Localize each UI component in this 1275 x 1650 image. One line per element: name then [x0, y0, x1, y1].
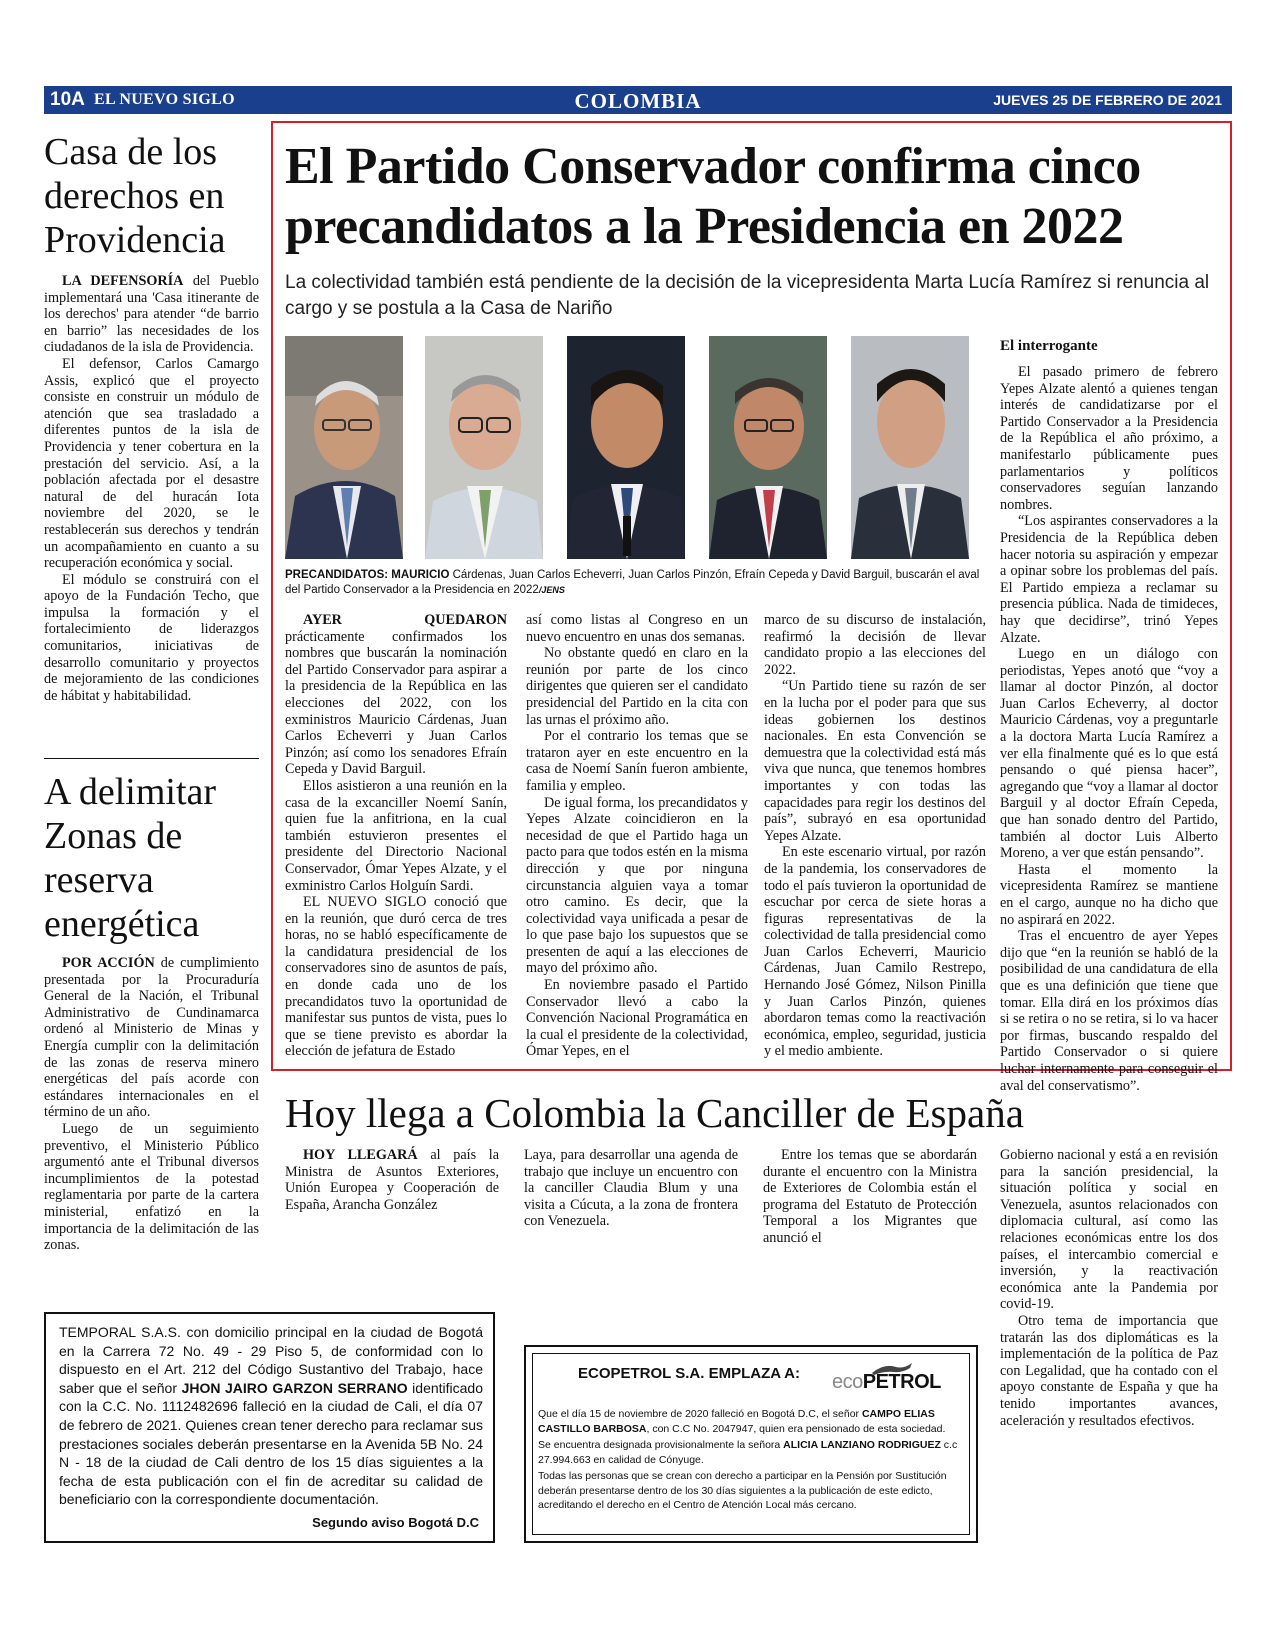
iguana-icon [870, 1359, 914, 1377]
main-col1-p1: prácticamente confirmados los nombres que buscarán la nominación del Partido Conservador para aspirar a la presidencia de la República en las elecciones del 2022, con los exministros Mauricio Cárdenas, Juan Carlos Echeverri y Juan Carlos Pinzón; así como los senadores Efraín Cepeda y David Barguil. [285, 628, 507, 778]
caption-text: Cárdenas, Juan Carlos Echeverri, Juan Carlos Pinzón, Efraín Cepeda y David Barguil, buscarán el aval del Partido Conservador a la Presidencia en 2022 [285, 569, 980, 596]
issue-date: JUEVES 25 DE FEBRERO DE 2021 [993, 92, 1222, 108]
story1-p2: El defensor, Carlos Camargo Assis, explicó que el proyecto consiste en construir un módulo de atención que sea trasladado a diferentes puntos de la isla de Providencia y tener cobertura en la prestación del servicio. Así, a la población afectada por el desastre natural de del huracán Iota noviembre del 2020, se le restablecerán sus derechos y tendrán un acompañamiento en cuanto a su recuperación económica y social. [44, 355, 259, 572]
photo-efrain-cepeda [709, 336, 827, 559]
ecopetrol-text-2: , con C.C No. 2047947, quien era pensionado de esta sociedad. [646, 1422, 946, 1435]
main-col3-p1: marco de su discurso de instalación, reafirmó la decisión de llevar candidato propio a las elecciones del 2022. [764, 612, 986, 678]
left-divider [44, 758, 259, 759]
story1-lead: LA DEFENSORÍA [62, 273, 184, 289]
main-lead: AYER QUEDARON [303, 612, 507, 628]
story1-p3: El módulo se construirá con el apoyo de la Fundación Techo, que impulsa la formación y el fortalecimiento de liderazgos comunitarios, iniciativas de desarrollo comunitario y proyectos de mejoramiento de las condiciones de hábitat y habitabilidad. [44, 571, 259, 704]
main-col2-p4: De igual forma, los precandidatos y Yepes Alzate coincidieron en la necesidad de que el Partido haga un pacto para que todos estén en la misma dirección y que por ninguna circunstancia alguien vaya a tomar otro camino. Es decir, que la colectividad vaya unificada a pesar de lo que pase bajo los supuestos que se presenten de aquí a las elecciones de mayo del próximo año. [526, 794, 748, 977]
main-col4-p4: Hasta el momento la vicepresidenta Ramírez se mantiene en el cargo, aunque no ha dicho que no aspirará en 2022. [1000, 861, 1218, 928]
ecopetrol-text-5: Todas las personas que se crean con derecho a participar en la Pensión por Sustitución deberán presentarse dentro de los 30 días siguientes a la publicación de este edicto, acreditando el derecho en el Centro de Atención Local más cercano. [538, 1470, 947, 1511]
legal-notice-temporal [44, 1312, 495, 1543]
main-col1-p2: Ellos asistieron a una reunión en la casa de la excanciller Noemí Sanín, quien fue la anfitriona, en la cual también estuvieron presentes el presidente del Directorio Nacional Conservador, Ómar Yepes Alzate, y el exministro Carlos Holguín Sardi. [285, 777, 507, 894]
second-col1-p1: al país la Ministra de Asuntos Exteriores, Unión Europea y Cooperación de España, Arancha González [285, 1147, 499, 1213]
second-col-4 [1000, 1147, 1218, 1429]
legal-notice-ecopetrol [524, 1345, 978, 1543]
main-col2-p3: Por el contrario los temas que se trataron ayer en este encuentro en la casa de Noemí Sanín fueron ambiente, familia y empleo. [526, 728, 748, 794]
second-col-1 [285, 1147, 499, 1213]
temporal-text-1: TEMPORAL S.A.S. con domicilio principal en la ciudad de Bogotá en la Carrera 72 No. 49 - 29 Piso 5, de conformidad con lo dispuesto en el Art. 212 del Código Sustantivo del Trabajo, hace saber que el señor [59, 1324, 483, 1396]
second-col4-p1: Gobierno nacional y está a en revisión para la sanción presidencial, la situación política y social en Venezuela, asuntos relacionados con diplomacia cultural, así como las relaciones económicas entre los dos países, el intercambio comercial e inversión, y la reactivación económica ante la Pandemia por covid-19. [1000, 1147, 1218, 1313]
ecopetrol-text-1: Que el día 15 de noviembre de 2020 falleció en Bogotá D.C, el señor [538, 1408, 862, 1420]
temporal-notice-text [59, 1323, 483, 1509]
main-col3-p2: “Un Partido tiene su razón de ser en la lucha por el poder para que sus ideas gobiernen los destinos nacionales. En esta Convención se demuestra que la colectividad está más viva que nunca, que tenemos hombres importantes y con todas las capacidades para regir los destinos del país”, subrayó en esa oportunidad Yepes Alzate. [764, 678, 986, 844]
main-col4-p1: El pasado primero de febrero Yepes Alzate alentó a quienes tengan interés de candidatizarse por el Partido Conservador a la Presidencia de la República el año próximo, a manifestarlo públicamente pues parlamentarios y políticos conservadores seguían lanzando nombres. [1000, 364, 1218, 513]
story2-headline: A delimitar Zonas de reserva energética [44, 771, 217, 945]
second-col3-p1: Entre los temas que se abordarán durante el encuentro con la Ministra de Exteriores de Colombia están el programa del Estatuto de Protección Temporal a los Migrantes que anunció el [763, 1147, 977, 1246]
main-col-2 [526, 612, 748, 1060]
ecopetrol-notice-text [538, 1407, 958, 1513]
temporal-deceased-name: JHON JAIRO GARZON SERRANO [181, 1379, 408, 1396]
main-col-1 [285, 612, 507, 1060]
main-col3-p3: En este escenario virtual, por razón de la pandemia, los conservadores de todo el país tuvieron la oportunidad de escuchar por cerca de siete horas a figuras representativas de la colectividad de talla presidencial como Juan Carlos Echeverri, Mauricio Cárdenas, Juan Camilo Restrepo, Hernando José Gómez, Nilson Pinilla y Juan Carlos Pinzón, quienes abordaron temas como la reactivación económica, empleo, seguridad, justicia y el medio ambiente. [764, 844, 986, 1060]
caption-lead: PRECANDIDATOS: MAURICIO [285, 569, 450, 581]
main-deck: La colectividad también está pendiente de la decisión de la vicepresidenta Marta Lucía Ramírez si renuncia al cargo y se postula a la Casa de Nariño [285, 272, 1210, 319]
second-col2-p1: Laya, para desarrollar una agenda de trabajo que incluye un encuentro con la canciller Claudia Blum y una visita a Cúcuta, a la zona de frontera con Venezuela. [524, 1147, 738, 1230]
main-col-3 [764, 612, 986, 1060]
ecopetrol-text-4: c.c 27.994.663 en calidad de Cónyuge. [538, 1439, 958, 1466]
photo-david-barguil [851, 336, 969, 559]
photo-juan-carlos-echeverri [425, 336, 543, 559]
ecopetrol-title: ECOPETROL S.A. EMPLAZA A: [578, 1365, 800, 1382]
second-headline: Hoy llega a Colombia la Canciller de España [285, 1090, 1024, 1136]
caption-credit: /JENS [538, 585, 565, 595]
temporal-footer: Segundo aviso Bogotá D.C [312, 1515, 479, 1531]
story2-lead: POR ACCIÓN [62, 955, 155, 971]
ecopetrol-deceased-name: CAMPO ELIAS CASTILLO BARBOSA [538, 1408, 935, 1435]
newspaper-brand: EL NUEVO SIGLO [94, 91, 235, 108]
main-col1-p3: EL NUEVO SIGLO conoció que en la reunión, que duró cerca de tres horas, no se habló específicamente de la candidatura presidencial de los conservadores sino de asuntos de país, en donde cada uno de los precandidatos tuvo la oportunidad de manifestar sus puntos de vista, pues lo que se tiene previsto es abordar la elección de jefatura de Estado [285, 894, 507, 1060]
ecopetrol-text-3: Se encuentra designada provisionalmente la señora [538, 1439, 784, 1451]
story2-p1: de cumplimiento presentada por la Procuraduría General de la Nación, el Tribunal Administrativo de Cundinamarca ordenó al Ministerio de Minas y Energía cumplir con la delimitación de las zonas de reserva minero energéticas del país acorde con estándares internacionales en el término de un año. [44, 955, 259, 1121]
main-col2-p2: No obstante quedó en claro en la reunión por parte de los cinco dirigentes que quieren ser el candidato presidencial del Partido en la cita con las urnas el próximo año. [526, 645, 748, 728]
story2-p2: Luego de un seguimiento preventivo, el Ministerio Público argumentó ante el Tribunal diversos incumplimientos de la potestad reglamentaria por parte de la cartera ministerial, enfatizó en la importancia de la delimitación de las zonas. [44, 1120, 259, 1254]
second-col4-p2: Otro tema de importancia que tratarán las dos diplomáticas es la implementación de la política de Paz con Legalidad, que ha contado con el apoyo constante de España y que ha tenido importantes avances, aceleración y resultados efectivos. [1000, 1312, 1218, 1429]
section-header-bar [44, 86, 1232, 114]
story1-body [44, 273, 259, 704]
ecopetrol-spouse-name: ALICIA LANZIANO RODRIGUEZ [783, 1439, 941, 1451]
ecopetrol-logo-b: PETROL [862, 1371, 941, 1393]
second-col-3 [763, 1147, 977, 1247]
section-title: COLOMBIA [574, 89, 702, 113]
photo-caption [285, 568, 985, 598]
main-col-4 [1000, 364, 1218, 1094]
temporal-text-2: identificado con la C.C. No. 1112482696 falleció en la ciudad de Cali, el día 07 de febrero de 2021. Quienes crean tener derecho para reclamar sus prestaciones sociales deberán presentarse en la Avenida 5B No. 24 N - 18 de la ciudad de Cali dentro de los 15 días siguientes a la fecha de esta publicación con el fin de acreditar su calidad de beneficiario con la correspondiente documentación. [59, 1379, 483, 1508]
main-headline: El Partido Conservador confirma cinco precandidatos a la Presidencia en 2022 [285, 138, 1141, 255]
ecopetrol-logo-a: eco [832, 1371, 863, 1393]
second-lead: HOY LLEGARÁ [303, 1147, 418, 1163]
subhead-el-interrogante: El interrogante [1000, 338, 1098, 354]
second-col-2 [524, 1147, 738, 1230]
main-col4-p3: Luego en un diálogo con periodistas, Yepes anotó que “voy a llamar al doctor Pinzón, al doctor Juan Carlos Echeverry, al doctor Mauricio Cárdenas, voy a preguntarle a la doctora Marta Lucía Ramírez a ver ella finalmente qué es lo que está pensando o qué piensa hacer”, agregando que “voy a llamar al doctor Barguil y al doctor Efraín Cepeda, que han sonado dentro del Partido, también al doctor Luis Alberto Moreno, a ver que están pensando”. [1000, 646, 1218, 862]
main-col2-p1: así como listas al Congreso en un nuevo encuentro en unas dos semanas. [526, 612, 748, 645]
photo-mauricio-cardenas [285, 336, 403, 559]
main-col2-p5: En noviembre pasado el Partido Conservador llevó a cabo la Convención Nacional Programática en la cual el presidente de la colectividad, Ómar Yepes, en el [526, 977, 748, 1060]
main-col4-p2: “Los aspirantes conservadores a la Presidencia de la República deben hacer notoria su aspiración y empezar a opinar sobre los problemas del país. El Partido empieza a reclamar su presencia pública. Nada de timideces, hay que decidirse”, trinó Yepes Alzate. [1000, 513, 1218, 646]
story1-p1: del Pueblo implementará una 'Casa itinerante de los derechos' para atender “de barrio en barrio” las necesidades de los ciudadanos de la isla de Providencia. [44, 273, 259, 356]
page-number: 10A [50, 89, 85, 110]
story1-headline: Casa de los derechos en Providencia [44, 131, 226, 261]
main-col4-p5: Tras el encuentro de ayer Yepes dijo que “en la reunión se habló de la posibilidad de una candidatura de ella que es una definición que tiene que tomar. Ella dirá en los próximos días si se retira o no se retira, si lo va hacer por firmas, buscando respaldo del Partido Conservador o si quiere luchar internamente para conseguir el aval del conservatismo”. [1000, 928, 1218, 1094]
photo-juan-carlos-pinzon [567, 336, 685, 559]
story2-body [44, 955, 259, 1254]
